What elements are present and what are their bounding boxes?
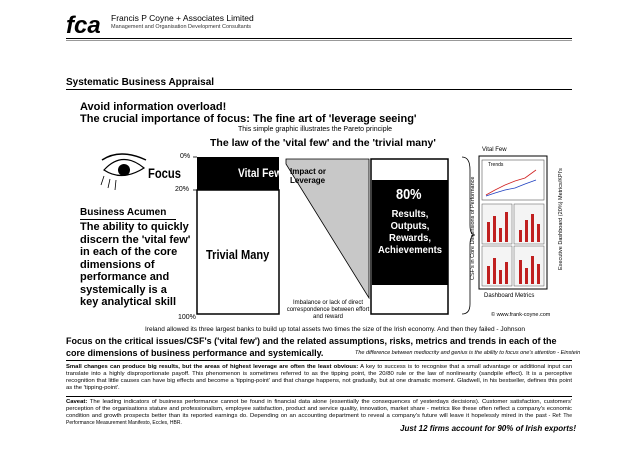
caveat-ref: - Ref: The Performance Measurement Manifesto, Eccles, HBR. bbox=[66, 413, 572, 426]
website-label: © www.frank-coyne.com bbox=[491, 312, 551, 318]
vital-few-label: Vital Few bbox=[237, 166, 283, 180]
eye-icon bbox=[101, 154, 146, 190]
headline-2: The crucial importance of focus: The fine art of 'leverage seeing' bbox=[80, 113, 417, 125]
einstein-quote: The difference between mediocrity and genius is the ability to focus one's attention - Einstein bbox=[355, 350, 581, 356]
results-list bbox=[376, 208, 444, 256]
critical-issues-line-2: core dimensions of business performance and systemically. bbox=[66, 348, 324, 358]
exports-callout: Just 12 firms account for 90% of Irish exports! bbox=[400, 424, 577, 433]
page-title: Systematic Business Appraisal bbox=[66, 77, 215, 88]
small-changes-text: A key to success is to recognise that a small advantage or additional input can translate into a highly disproportionate payoff. This phenomenon is sometimes referred to as the tipping point, the 20/80 rule or the law of nonlinearity (sandpile effect). It is a perceptive recognition that little causes can have big effects and become a 'tipping-point' and that change happens, not gradually, but at one dramatic moment. Gladwell, in his bestseller, defines this point as the 'tipping-point'. bbox=[66, 364, 573, 391]
impact-line-1: Impact or bbox=[290, 167, 327, 176]
focus-label: Focus bbox=[148, 165, 181, 181]
ability-line: dimensions of bbox=[80, 258, 155, 271]
company-subtitle: Management and Organisation Development Consultants bbox=[111, 24, 252, 30]
ability-line: performance and bbox=[80, 271, 170, 283]
company-name: Francis P Coyne + Associates Limited bbox=[111, 13, 254, 23]
ability-line: discern the 'vital few' bbox=[80, 233, 191, 246]
pct-100-label: 100% bbox=[178, 314, 196, 321]
ability-line: key analytical skill bbox=[80, 296, 177, 308]
section-rule-2 bbox=[66, 396, 572, 397]
impact-label bbox=[290, 167, 326, 185]
ability-text bbox=[80, 221, 200, 309]
trends-label: Trends bbox=[488, 162, 504, 168]
caveat-lead: Caveat: bbox=[66, 399, 88, 405]
results-item: Achievements bbox=[377, 244, 443, 256]
results-item: Rewards, bbox=[388, 232, 432, 244]
ability-line: systemically is a bbox=[80, 283, 167, 296]
graphic-intro: This simple graphic illustrates the Pareto principle bbox=[238, 126, 393, 133]
exec-dashboard-vertical-label: Executive Dashboard (20%) Metrics/KPI's bbox=[558, 168, 564, 270]
dashboard-vital-few-label: Vital Few bbox=[482, 147, 507, 153]
business-acumen-rule bbox=[80, 219, 176, 220]
results-item: Results, bbox=[391, 208, 429, 220]
small-changes-lead: Small changes can produce big results, but the areas of highest leverage are often the least obvious: bbox=[66, 364, 359, 370]
business-acumen-heading: Business Acumen bbox=[80, 207, 167, 218]
ability-line: The ability to quickly bbox=[80, 221, 189, 233]
critical-issues-line-1: Focus on the critical issues/CSF's ('vital few') and the related assumptions, risks, metrics and trends in each of the bbox=[66, 336, 557, 346]
dashboard-metrics-label: Dashboard Metrics bbox=[484, 293, 535, 299]
ability-line: in each of the core bbox=[80, 246, 178, 258]
pct-20-label: 20% bbox=[175, 186, 190, 193]
impact-line-2: Leverage bbox=[290, 176, 326, 185]
headline-1: Avoid information overload! bbox=[80, 101, 227, 113]
law-heading: The law of the 'vital few' and the 'trivial many' bbox=[210, 137, 436, 149]
pct-0-label: 0% bbox=[180, 153, 191, 160]
csf-vertical-label: CSF's in Core Dimensions of Performance bbox=[470, 176, 476, 280]
results-item: Outputs, bbox=[390, 220, 430, 232]
imbalance-label: Imbalance or lack of direct correspondence between effort and reward bbox=[286, 300, 370, 320]
eighty-percent-label: 80% bbox=[396, 186, 422, 203]
ireland-quote: Ireland allowed its three largest banks to build up total assets two times the size of the Irish economy. And then they failed - Johnson bbox=[145, 326, 525, 333]
trivial-many-label: Trivial Many bbox=[206, 247, 270, 262]
small-changes-paragraph bbox=[66, 364, 572, 392]
caveat-paragraph bbox=[66, 399, 572, 427]
logo-text: fca bbox=[66, 12, 101, 38]
caveat-text: The leading indicators of business performance cannot be found in financial data alone (essentially the consequences of yesterdays decisions). Customer satisfaction, customers' perception of the organisations stature and professionalism, employee satisfaction, product and service quality, innovation, market share - metrics like these often reflect a company's economic condition and growth prospects better than its reported earnings do. Depending on an accounting department to reveal a company's future will leave it hopelessly mired in the past bbox=[66, 399, 573, 419]
section-rule bbox=[66, 360, 572, 361]
